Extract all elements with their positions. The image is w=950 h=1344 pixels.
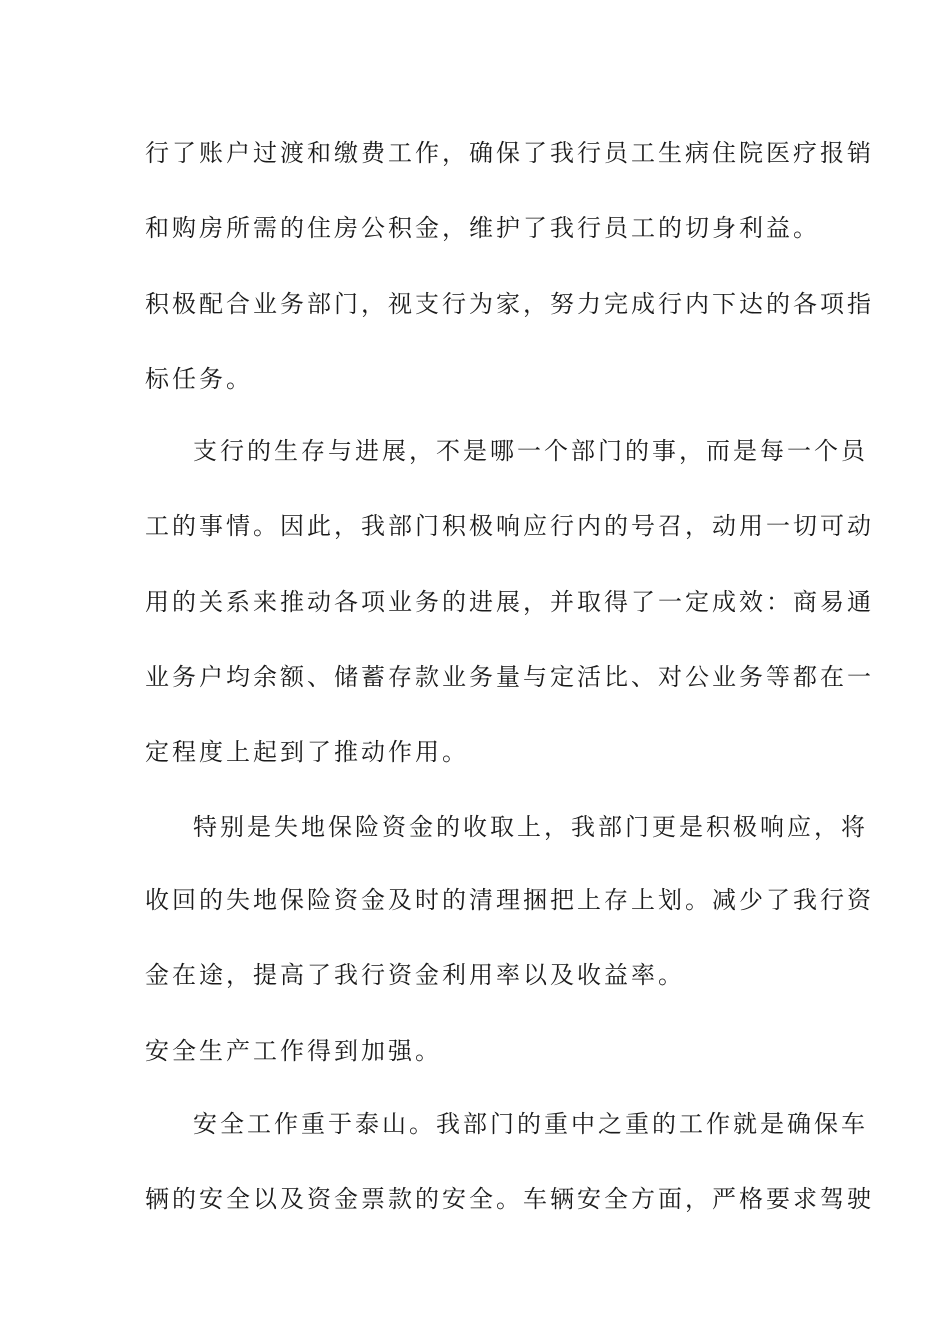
text-line: 金在途，提高了我行资金利用率以及收益率。 xyxy=(145,961,685,989)
text-line: 行了账户过渡和缴费工作，确保了我行员工生病住院医疗报销 xyxy=(145,139,874,167)
text-line: 积极配合业务部门，视支行为家，努力完成行内下达的各项指 xyxy=(145,290,874,318)
text-line: 标任务。 xyxy=(145,365,253,393)
paragraph-first-line: 支行的生存与进展，不是哪一个部门的事，而是每一个员 xyxy=(193,437,868,465)
text-line: 收回的失地保险资金及时的清理捆把上存上划。减少了我行资 xyxy=(145,886,874,914)
text-line: 业务户均余额、储蓄存款业务量与定活比、对公业务等都在一 xyxy=(145,663,874,691)
text-line: 辆的安全以及资金票款的安全。车辆安全方面，严格要求驾驶 xyxy=(145,1185,874,1213)
text-line: 和购房所需的住房公积金，维护了我行员工的切身利益。 xyxy=(145,214,820,242)
text-line: 定程度上起到了推动作用。 xyxy=(145,738,469,766)
text-line: 用的关系来推动各项业务的进展，并取得了一定成效：商易通 xyxy=(145,588,874,616)
section-heading: 安全生产工作得到加强。 xyxy=(145,1037,442,1065)
paragraph-first-line: 特别是失地保险资金的收取上，我部门更是积极响应，将 xyxy=(193,813,868,841)
paragraph-first-line: 安全工作重于泰山。我部门的重中之重的工作就是确保车 xyxy=(193,1110,868,1138)
text-line: 工的事情。因此，我部门积极响应行内的号召，动用一切可动 xyxy=(145,512,874,540)
